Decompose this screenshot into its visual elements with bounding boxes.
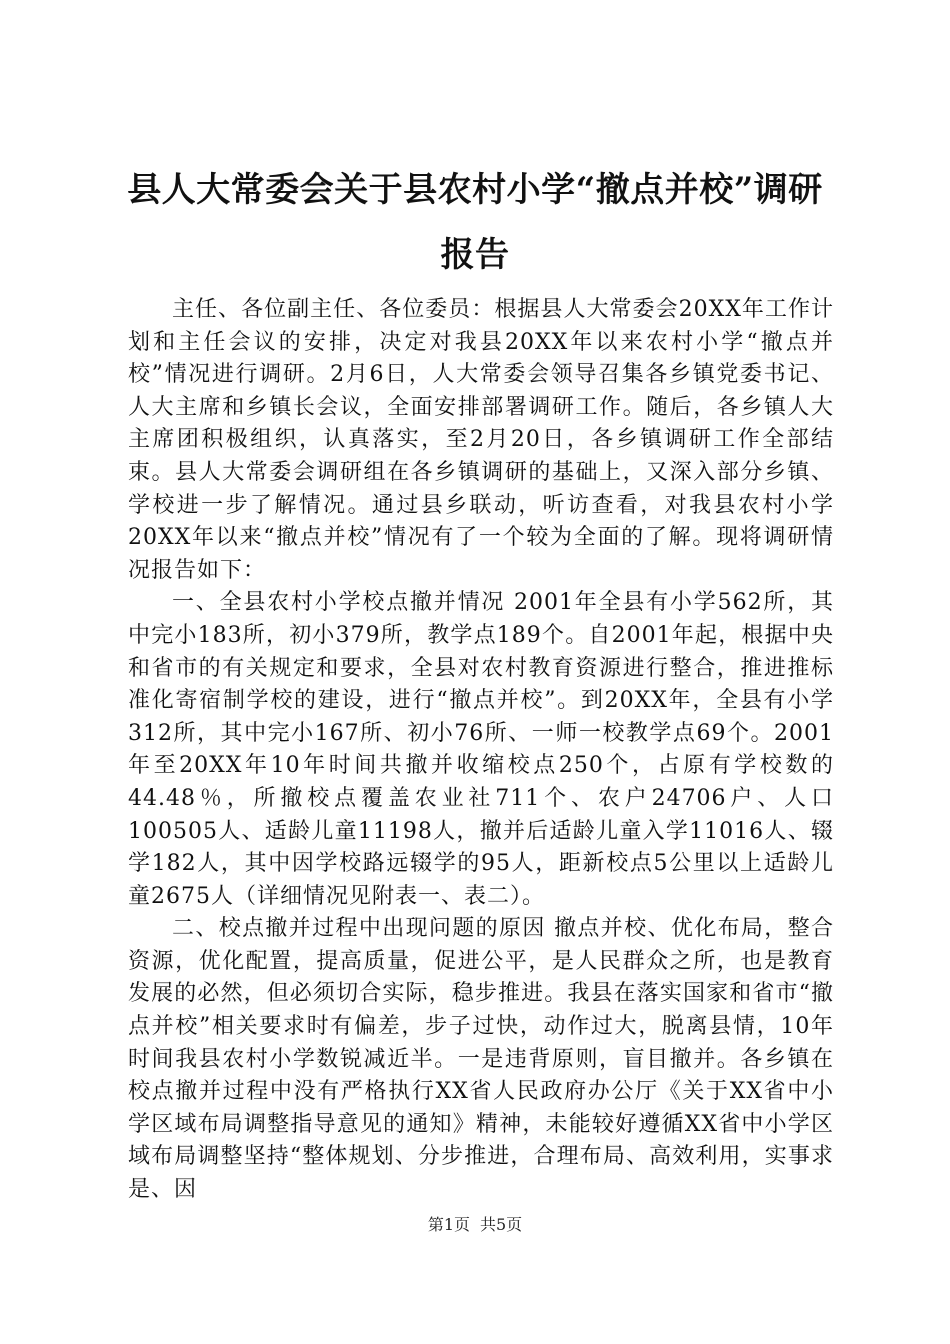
paragraph-section-1: 一、全县农村小学校点撤并情况 2001年全县有小学562所，其中完小183所，初小379所，教学点189个。自2001年起，根据中央和省市的有关规定和要求，全县对农村教育资源进行整合，推进推标准化寄宿制学校的建设，进行“撤点并校”。到20XX年，全县有小学312所，其中完小167所、初小76所、一师一校教学点69个。2001年至20XX年10年时间共撤并收缩校点250个，占原有学校数的44.48％，所撤校点覆盖农业社711个、农户24706户、人口100505人、适龄儿童11198人，撤并后适龄儿童入学11016人、辍学182人，其中因学校路远辍学的95人，距新校点5公里以上适龄儿童2675人（详细情况见附表一、表二）。 [128, 590, 834, 909]
page-total: 共5页 [480, 1215, 523, 1234]
document-title: 县人大常委会关于县农村小学“撤点并校”调研报告 [127, 170, 823, 275]
page-number: 第1页 [427, 1215, 470, 1234]
document-body [128, 294, 834, 1207]
page-footer [0, 1214, 950, 1236]
paragraph-intro: 主任、各位副主任、各位委员：根据县人大常委会20XX年工作计划和主任会议的安排，决定对我县20XX年以来农村小学“撤点并校”情况进行调研。2月6日，人大常委会领导召集各乡镇党委书记、人大主席和乡镇长会议，全面安排部署调研工作。随后，各乡镇人大主席团积极组织，认真落实，至2月20日，各乡镇调研工作全部结束。县人大常委会调研组在各乡镇调研的基础上，又深入部分乡镇、学校进一步了解情况。通过县乡联动，听访查看，对我县农村小学20XX年以来“撤点并校”情况有了一个较为全面的了解。现将调研情况报告如下： [128, 297, 834, 583]
paragraph-section-2: 二、校点撤并过程中出现问题的原因 撤点并校、优化布局，整合资源，优化配置，提高质量，促进公平，是人民群众之所，也是教育发展的必然，但必须切合实际，稳步推进。我县在落实国家和省市“撤点并校”相关要求时有偏差，步子过快，动作过大，脱离县情，10年时间我县农村小学数锐减近半。一是违背原则，盲目撤并。各乡镇在校点撤并过程中没有严格执行XX省人民政府办公厅《关于XX省中小学区域布局调整指导意见的通知》精神，未能较好遵循XX省中小学区域布局调整坚持“整体规划、分步推进，合理布局、高效利用，实事求是、因 [128, 916, 834, 1203]
